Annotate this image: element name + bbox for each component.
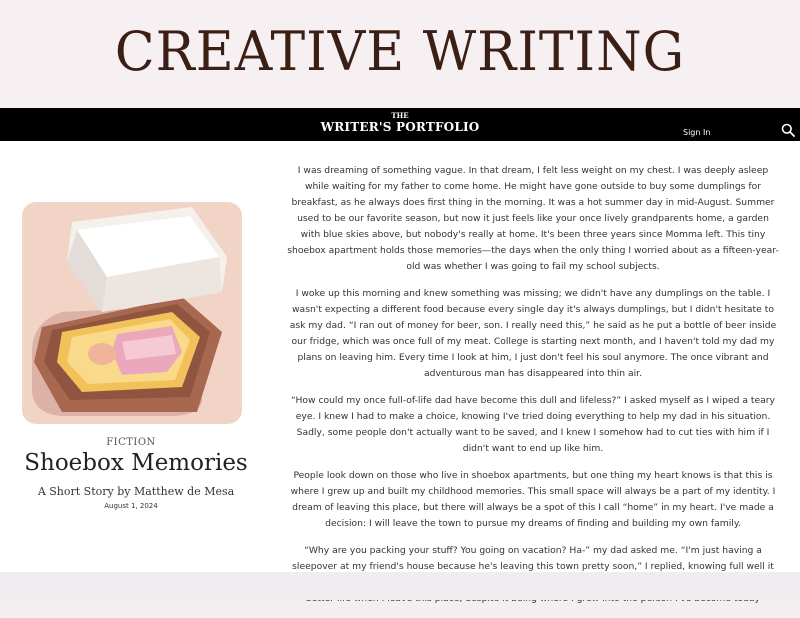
search-icon[interactable] <box>781 123 795 137</box>
story-title: Shoebox Memories <box>24 450 248 476</box>
navbar <box>0 108 800 141</box>
brand-the: THE <box>391 111 409 120</box>
article-page <box>0 141 800 572</box>
article-paragraph: People look down on those who live in shoebox apartments, but one thing my heart knows is that this is where I grew up and built my childhood memories. This small space will always be a part of my identity. I dream of leaving this place, but there will always be a spot of this I call “home” in my heart. I've made a decision: I will leave the town to pursue my dreams of finding and building my own family. <box>290 470 776 529</box>
sign-in-link[interactable]: Sign In <box>683 128 711 137</box>
site-banner <box>0 0 800 108</box>
story-category: FICTION <box>106 437 156 448</box>
article-paragraph: “Why are you packing your stuff? You going on vacation? Ha-” my dad asked me. “I'm just having a sleepover at my friend's house because he's leaving this town pretty soon,” I replied, knowing full well it <box>292 545 774 572</box>
site-title: CREATIVE WRITING <box>114 20 686 84</box>
brand-logo[interactable] <box>0 112 800 134</box>
article-paragraph: I was dreaming of something vague. In that dream, I felt less weight on my chest. I was deeply asleep while waiting for my father to come home. He might have gone outside to buy some dumplings for breakfast, as he always does first thing in the morning. It was a hot summer day in mid-August. Summer used to be our favorite season, but now it just feels like your once lively grandparents home, a garden with blue skies above, but nobody's really at home. It's been three years since Momma left. This tiny shoebox apartment holds those memories—the days when the only thing I worried about as a fifteen-year-old was whether I was going to fail my school subjects. <box>287 165 779 272</box>
article-body <box>286 163 780 618</box>
footer-bar <box>0 572 800 600</box>
shoebox-illustration <box>22 202 242 424</box>
publish-date: August 1, 2024 <box>104 502 158 510</box>
brand-name: WRITER'S PORTFOLIO <box>320 120 480 134</box>
article-paragraph: “How could my once full-of-life dad have become this dull and lifeless?” I asked myself as I wiped a teary eye. I knew I had to make a choice, knowing I've tried doing everything to help my dad in his situation. Sadly, some people don't actually want to be saved, and I knew I somehow had to cut ties with him if I didn't want to end up like him. <box>291 395 775 454</box>
story-byline: A Short Story by Matthew de Mesa <box>37 485 235 498</box>
article-paragraph: I woke up this morning and knew something was missing; we didn't have any dumplings on the table. I wasn't expecting a different food because every single day it's always dumplings, but I didn't hesitate to ask my dad. “I ran out of money for beer, son. I really need this,” he said as he put a bottle of beer inside our fridge, which was once full of my meat. College is starting next month, and I haven't told my dad my plans on leaving him. Every time I look at him, I just don't feel his soul anymore. The once vibrant and adventurous man has disappeared into thin air. <box>289 288 777 379</box>
